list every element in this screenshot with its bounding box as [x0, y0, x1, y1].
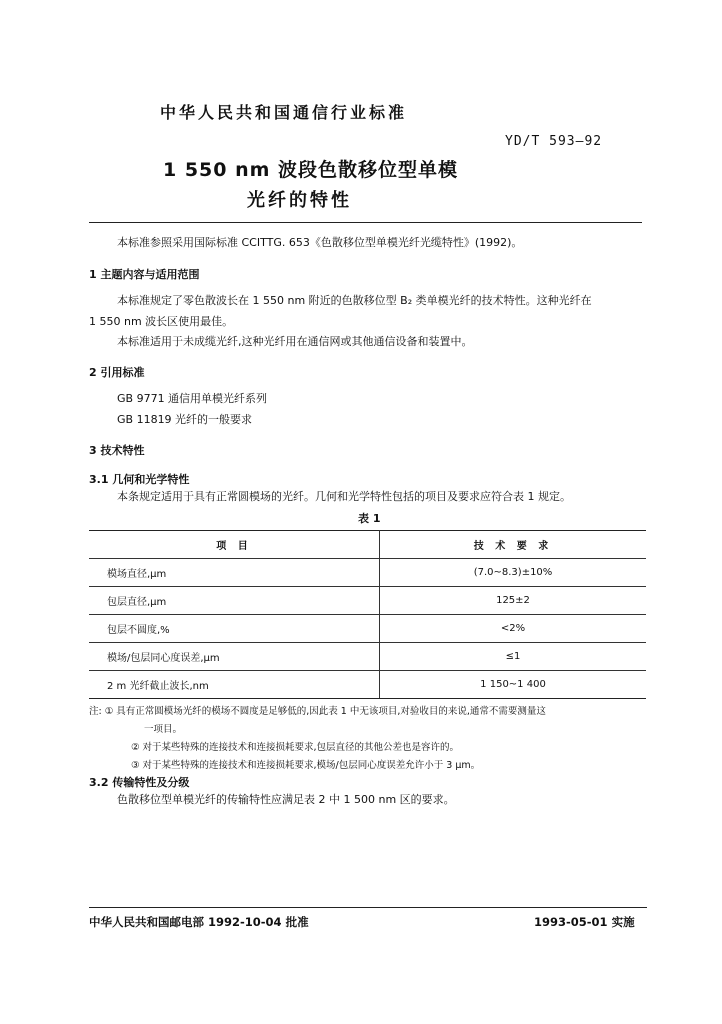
section-3-2-heading: 3.2 传输特性及分级 — [89, 776, 190, 789]
section-1-para-1-line-1: 本标准规定了零色散波长在 1 550 nm 附近的色散移位型 B₂ 类单模光纤的技术特性。这种光纤在 — [117, 294, 592, 307]
table-cell-requirement: <2% — [380, 615, 647, 643]
technical-characteristics-table — [89, 530, 646, 699]
section-1-heading: 1 主题内容与适用范围 — [89, 268, 200, 281]
reference-item: GB 11819 光纤的一般要求 — [117, 413, 253, 426]
section-1-para-2: 本标准适用于未成缆光纤,这种光纤用在通信网或其他通信设备和装置中。 — [117, 335, 473, 348]
section-3-2-paragraph: 色散移位型单模光纤的传输特性应满足表 2 中 1 500 nm 区的要求。 — [117, 793, 455, 806]
table-cell-requirement: 1 150~1 400 — [380, 671, 647, 699]
approval-line: 中华人民共和国邮电部 1992-10-04 批准 — [89, 915, 309, 929]
effective-date: 1993-05-01 实施 — [534, 915, 635, 929]
section-3-1-heading: 3.1 几何和光学特性 — [89, 473, 190, 486]
agency-title: 中华人民共和国通信行业标准 — [160, 103, 408, 122]
table-row — [89, 643, 646, 671]
table-cell-item: 模场直径,μm — [89, 559, 380, 587]
table-note-1-continued: 一项目。 — [144, 724, 183, 735]
table-row — [89, 587, 646, 615]
table-note-2: ② 对于某些特殊的连接技术和连接损耗要求,包层直径的其他公差也是容许的。 — [131, 742, 460, 753]
table-row — [89, 559, 646, 587]
table-cell-item: 包层直径,μm — [89, 587, 380, 615]
reference-item: GB 9771 通信用单模光纤系列 — [117, 392, 268, 405]
intro-paragraph: 本标准参照采用国际标准 CCITTG. 653《色散移位型单模光纤光缆特性》(1992)。 — [117, 236, 523, 249]
table-cell-requirement: (7.0~8.3)±10% — [380, 559, 647, 587]
section-2-heading: 2 引用标准 — [89, 366, 145, 379]
section-1-para-1-line-2: 1 550 nm 波长区使用最佳。 — [89, 315, 234, 328]
document-title-line-1: 1 550 nm 波段色散移位型单模 — [163, 159, 459, 181]
table-caption: 表 1 — [358, 512, 381, 525]
table-cell-item: 2 m 光纤截止波长,nm — [89, 671, 380, 699]
document-title-line-2: 光纤的特性 — [247, 190, 352, 211]
header-divider — [89, 222, 642, 223]
section-3-heading: 3 技术特性 — [89, 444, 145, 457]
footer-divider — [89, 907, 647, 908]
table-header-row — [89, 531, 646, 559]
column-header-requirement: 技 术 要 求 — [380, 531, 647, 559]
section-3-1-paragraph: 本条规定适用于具有正常圆模场的光纤。几何和光学特性包括的项目及要求应符合表 1 规定。 — [117, 490, 571, 503]
table-row — [89, 615, 646, 643]
column-header-item: 项 目 — [89, 531, 380, 559]
standard-code: YD/T 593—92 — [505, 134, 603, 149]
table-note-3: ③ 对于某些特殊的连接技术和连接损耗要求,模场/包层同心度误差允许小于 3 μm。 — [131, 760, 481, 771]
table-cell-requirement: ≤1 — [380, 643, 647, 671]
table-note-1: 注: ① 具有正常圆模场光纤的模场不圆度是足够低的,因此表 1 中无该项目,对验收目的来说,通常不需要测量这 — [89, 706, 546, 717]
table-cell-requirement: 125±2 — [380, 587, 647, 615]
table-cell-item: 包层不圆度,% — [89, 615, 380, 643]
table-row — [89, 671, 646, 699]
table-cell-item: 模场/包层同心度误差,μm — [89, 643, 380, 671]
